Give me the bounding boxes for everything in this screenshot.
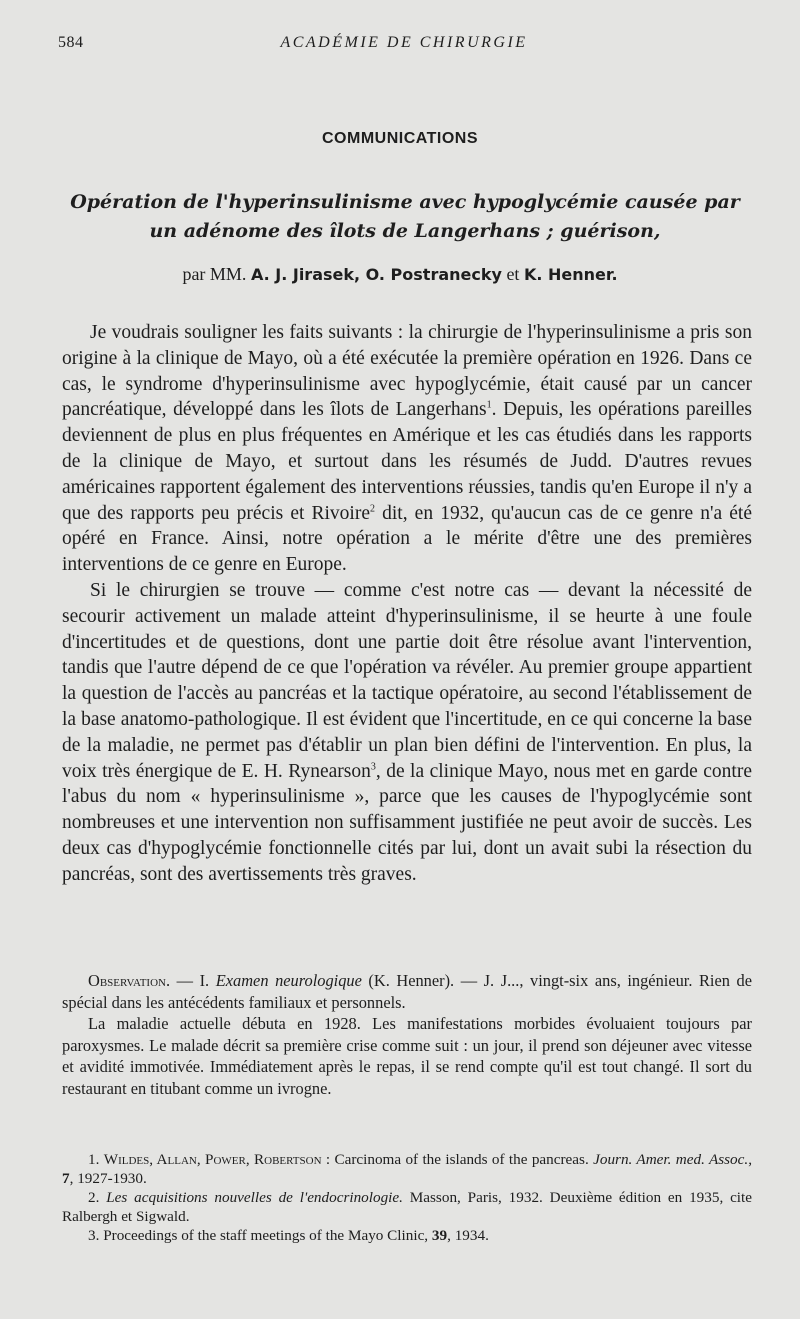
article-title: Opération de l'hyperinsulinisme avec hypoglycémie causée par un adénome des îlots de Langerhans ; guérison,	[70, 191, 740, 242]
authors-last-name: K. Henner.	[523, 265, 618, 284]
body-paragraph-2: Si le chirurgien se trouve — comme c'est notre cas — devant la nécessité de secourir activement un malade atteint d'hyperinsulinisme, il se heurte à une foule d'incertitudes et de questions, dont une partie doit être résolue avant l'intervention, tandis que l'autre dépend de ce que l'opération va révéler. Au premier groupe appartient la question de l'accès au pancréas et la tactique opératoire, au second l'établissement de la base anatomo-pathologique. Il est évident que l'incertitude, en ce qui concerne la base de la maladie, ne permet pas d'établir un plan bien défini de l'intervention. En plus, la voix très énergique de E. H. Rynearson$^3$, de la clinique Mayo, nous met en garde contre l'abus du nom « hyperinsulinisme », parce que les causes de l'hypoglycémie sont nombreuses et une intervention non suffisamment justifiée ne peut avoir de succès. Les deux cas d'hypoglycémie fonctionnelle cités par lui, dont un avait subi la résection du pancréas, sont des avertissements très graves.	[62, 579, 753, 885]
exam-title: Examen neurologique	[215, 971, 362, 990]
authors-names: A. J. Jirasek, O. Postranecky	[250, 265, 502, 284]
reference-mark-1: 1	[486, 399, 492, 411]
footnotes	[62, 1150, 752, 1245]
observation-paragraph-1: Observation. — I. Examen neurologique (K. Henner). — J. J..., vingt-six ans, ingénieur. Rien de spécial dans les antécédents familiaux et personnels.	[62, 971, 752, 1012]
authors-conjunction: et	[506, 264, 520, 284]
observation-paragraph-2: La maladie actuelle débuta en 1928. Les manifestations morbides évoluaient toujours par paroxysmes. Le malade décrit sa première crise comme suit : un jour, il prend son déjeuner avec vitesse et avidité immotivée. Immédiatement après le repas, il se rend compte qu'il est tout changé. Il sort du restaurant en titubant comme un ivrogne.	[62, 1014, 752, 1098]
observation-label: Observation.	[88, 971, 171, 990]
body-paragraph-1: Je voudrais souligner les faits suivants : la chirurgie de l'hyperinsulinisme a pris son origine à la clinique de Mayo, où a été exécutée la première opération en 1926. Dans ce cas, le syndrome d'hyperinsulinisme avec hypoglycémie, était causé par un cancer pancréatique, développé dans les îlots de Langerhans$^1$. Depuis, les opérations pareilles deviennent de plus en plus fréquentes en Amérique et les cas étudiés dans les rapports de la clinique de Mayo, et surtout dans les résumés de Judd. D'autres revues américaines rapportent également des interventions réussies, tandis qu'en Europe il n'y a que des rapports peu précis et Rivoire$^2$ dit, en 1932, qu'aucun cas de ce genre n'a été opéré en France. Ainsi, notre opération a le mérite d'être une des premières interventions de ce genre en Europe.	[62, 322, 752, 576]
observation-section	[62, 970, 752, 1100]
body-text	[62, 320, 752, 888]
section-heading: COMMUNICATIONS	[321, 130, 479, 147]
page-number: 584	[58, 34, 84, 51]
footnote-2: 2. Les acquisitions nouvelles de l'endocrinologie. Masson, Paris, 1932. Deuxième édition en 1935, cite Ralbergh et Sigwald.	[62, 1189, 752, 1225]
footnote-1: 1. Wildes, Allan, Power, Robertson : Carcinoma of the islands of the pancreas. Journ. Amer. med. Assoc., 7, 1927-1930.	[62, 1151, 752, 1187]
journal-title: ACADÉMIE DE CHIRURGIE	[280, 34, 528, 51]
running-head	[58, 34, 750, 54]
reference-mark-3: 3	[370, 761, 376, 773]
footnote-3: 3. Proceedings of the staff meetings of the Mayo Clinic, 39, 1934.	[88, 1227, 489, 1244]
author-line	[0, 264, 800, 285]
authors-prefix: par MM.	[182, 264, 247, 284]
reference-mark-2: 2	[370, 503, 375, 515]
